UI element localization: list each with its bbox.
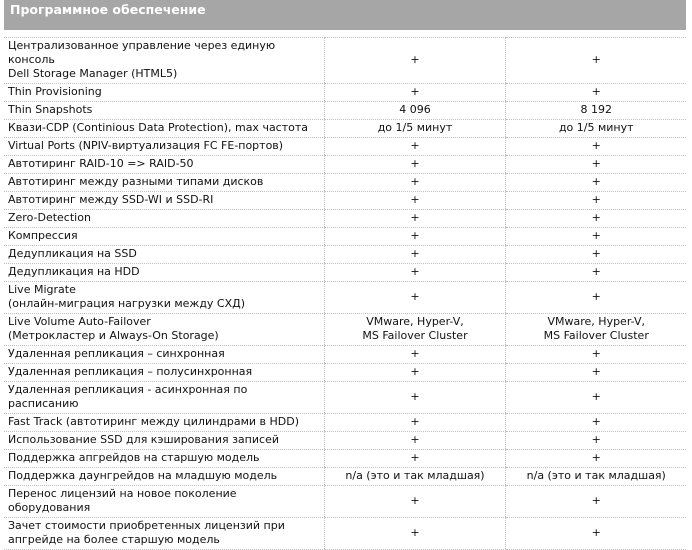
cell-text-line: Компрессия bbox=[8, 229, 78, 242]
value-cell-col2 bbox=[505, 468, 686, 486]
cell-text-line: VMware, Hyper-V, bbox=[547, 315, 645, 328]
value-cell-col1 bbox=[324, 156, 505, 174]
value-cell-col1 bbox=[324, 192, 505, 210]
cell-text-line: + bbox=[410, 365, 420, 378]
table-row bbox=[4, 314, 686, 346]
cell-text-line: + bbox=[410, 290, 420, 303]
cell-text-line: (онлайн-миграция нагрузки между СХД) bbox=[8, 297, 246, 310]
feature-cell bbox=[4, 314, 324, 346]
cell-text-line: + bbox=[591, 193, 601, 206]
value-cell-col2 bbox=[505, 192, 686, 210]
table-row bbox=[4, 264, 686, 282]
value-cell-col2 bbox=[505, 282, 686, 314]
cell-text-line: + bbox=[591, 365, 601, 378]
value-cell-col2 bbox=[505, 264, 686, 282]
feature-cell bbox=[4, 468, 324, 486]
cell-text-line: Использование SSD для кэширования записей bbox=[8, 433, 279, 446]
table-row bbox=[4, 38, 686, 84]
cell-text-line: (Метрокластер и Always-On Storage) bbox=[8, 329, 219, 342]
value-cell-col2 bbox=[505, 450, 686, 468]
cell-text-line: + bbox=[591, 175, 601, 188]
feature-cell bbox=[4, 120, 324, 138]
table-row bbox=[4, 84, 686, 102]
cell-text-line: + bbox=[591, 347, 601, 360]
cell-text-line: Zero-Detection bbox=[8, 211, 91, 224]
cell-text-line: апгрейде на более старшую модель bbox=[8, 533, 220, 546]
feature-cell bbox=[4, 84, 324, 102]
table-row bbox=[4, 382, 686, 414]
table-row bbox=[4, 518, 686, 550]
value-cell-col2 bbox=[505, 346, 686, 364]
value-cell-col1 bbox=[324, 120, 505, 138]
value-cell-col2 bbox=[505, 138, 686, 156]
value-cell-col2 bbox=[505, 84, 686, 102]
value-cell-col1 bbox=[324, 382, 505, 414]
table-row bbox=[4, 174, 686, 192]
software-features-table bbox=[4, 37, 686, 550]
cell-text-line: + bbox=[591, 526, 601, 539]
feature-cell bbox=[4, 450, 324, 468]
cell-text-line: + bbox=[591, 290, 601, 303]
table-row bbox=[4, 138, 686, 156]
cell-text-line: n/a (это и так младшая) bbox=[345, 469, 485, 482]
cell-text-line: 8 192 bbox=[580, 103, 612, 116]
cell-text-line: + bbox=[591, 494, 601, 507]
value-cell-col1 bbox=[324, 314, 505, 346]
cell-text-line: + bbox=[591, 229, 601, 242]
cell-text-line: VMware, Hyper-V, bbox=[366, 315, 464, 328]
feature-cell bbox=[4, 156, 324, 174]
value-cell-col2 bbox=[505, 156, 686, 174]
value-cell-col1 bbox=[324, 486, 505, 518]
cell-text-line: Thin Snapshots bbox=[8, 103, 93, 116]
value-cell-col2 bbox=[505, 210, 686, 228]
table-row bbox=[4, 192, 686, 210]
cell-text-line: Fast Track (автотиринг между цилиндрами в HDD) bbox=[8, 415, 300, 428]
cell-text-line: + bbox=[410, 433, 420, 446]
table-row bbox=[4, 414, 686, 432]
cell-text-line: + bbox=[591, 415, 601, 428]
cell-text-line: + bbox=[410, 85, 420, 98]
value-cell-col1 bbox=[324, 432, 505, 450]
value-cell-col1 bbox=[324, 468, 505, 486]
cell-text-line: Удаленная репликация – синхронная bbox=[8, 347, 225, 360]
cell-text-line: + bbox=[410, 229, 420, 242]
value-cell-col2 bbox=[505, 382, 686, 414]
table-row bbox=[4, 210, 686, 228]
value-cell-col1 bbox=[324, 102, 505, 120]
cell-text-line: + bbox=[591, 85, 601, 98]
feature-cell bbox=[4, 346, 324, 364]
table-row bbox=[4, 468, 686, 486]
value-cell-col1 bbox=[324, 84, 505, 102]
value-cell-col2 bbox=[505, 120, 686, 138]
value-cell-col2 bbox=[505, 364, 686, 382]
cell-text-line: до 1/5 минут bbox=[377, 121, 453, 134]
cell-text-line: Дедупликация на HDD bbox=[8, 265, 140, 278]
value-cell-col2 bbox=[505, 518, 686, 550]
cell-text-line: + bbox=[591, 433, 601, 446]
cell-text-line: + bbox=[591, 211, 601, 224]
value-cell-col1 bbox=[324, 450, 505, 468]
table-row bbox=[4, 156, 686, 174]
cell-text-line: + bbox=[410, 390, 420, 403]
value-cell-col1 bbox=[324, 414, 505, 432]
feature-cell bbox=[4, 486, 324, 518]
cell-text-line: + bbox=[591, 390, 601, 403]
cell-text-line: + bbox=[591, 247, 601, 260]
cell-text-line: 4 096 bbox=[399, 103, 431, 116]
cell-text-line: + bbox=[591, 451, 601, 464]
cell-text-line: Централизованное управление через единую консоль bbox=[8, 39, 276, 66]
value-cell-col1 bbox=[324, 518, 505, 550]
cell-text-line: n/a (это и так младшая) bbox=[526, 469, 666, 482]
cell-text-line: + bbox=[410, 53, 420, 66]
feature-cell bbox=[4, 138, 324, 156]
value-cell-col2 bbox=[505, 228, 686, 246]
cell-text-line: Live Migrate bbox=[8, 283, 76, 296]
value-cell-col1 bbox=[324, 346, 505, 364]
feature-cell bbox=[4, 382, 324, 414]
feature-cell bbox=[4, 174, 324, 192]
value-cell-col2 bbox=[505, 486, 686, 518]
cell-text-line: Thin Provisioning bbox=[8, 85, 102, 98]
value-cell-col1 bbox=[324, 264, 505, 282]
value-cell-col1 bbox=[324, 138, 505, 156]
cell-text-line: + bbox=[591, 139, 601, 152]
cell-text-line: Квази-CDP (Continious Data Protection), max частота bbox=[8, 121, 309, 134]
table-row bbox=[4, 102, 686, 120]
value-cell-col1 bbox=[324, 38, 505, 84]
cell-text-line: + bbox=[410, 211, 420, 224]
cell-text-line: + bbox=[410, 157, 420, 170]
cell-text-line: Автотиринг между разными типами дисков bbox=[8, 175, 264, 188]
cell-text-line: Зачет стоимости приобретенных лицензий при bbox=[8, 519, 285, 532]
table-body bbox=[4, 38, 686, 550]
cell-text-line: Поддержка даунгрейдов на младшую модель bbox=[8, 469, 278, 482]
cell-text-line: + bbox=[591, 265, 601, 278]
cell-text-line: Поддержка апгрейдов на старшую модель bbox=[8, 451, 260, 464]
feature-cell bbox=[4, 414, 324, 432]
cell-text-line: + bbox=[410, 494, 420, 507]
section-title: Программное обеспечение bbox=[10, 2, 206, 17]
cell-text-line: MS Failover Cluster bbox=[362, 329, 468, 342]
value-cell-col2 bbox=[505, 314, 686, 346]
cell-text-line: Дедупликация на SSD bbox=[8, 247, 137, 260]
cell-text-line: Dell Storage Manager (HTML5) bbox=[8, 67, 178, 80]
cell-text-line: Virtual Ports (NPIV-виртуализация FC FE-портов) bbox=[8, 139, 284, 152]
cell-text-line: Удаленная репликация – полусинхронная bbox=[8, 365, 253, 378]
table-row bbox=[4, 364, 686, 382]
table-row bbox=[4, 346, 686, 364]
cell-text-line: до 1/5 минут bbox=[558, 121, 634, 134]
feature-cell bbox=[4, 246, 324, 264]
cell-text-line: + bbox=[410, 415, 420, 428]
cell-text-line: + bbox=[410, 139, 420, 152]
value-cell-col1 bbox=[324, 364, 505, 382]
feature-cell bbox=[4, 228, 324, 246]
cell-text-line: Перенос лицензий на новое поколение оборудования bbox=[8, 487, 237, 514]
cell-text-line: MS Failover Cluster bbox=[543, 329, 649, 342]
feature-cell bbox=[4, 264, 324, 282]
table-row bbox=[4, 246, 686, 264]
cell-text-line: + bbox=[591, 53, 601, 66]
table-row bbox=[4, 282, 686, 314]
feature-cell bbox=[4, 282, 324, 314]
value-cell-col2 bbox=[505, 432, 686, 450]
cell-text-line: Автотиринг между SSD-WI и SSD-RI bbox=[8, 193, 214, 206]
value-cell-col1 bbox=[324, 282, 505, 314]
cell-text-line: Автотиринг RAID-10 => RAID-50 bbox=[8, 157, 194, 170]
feature-cell bbox=[4, 518, 324, 550]
cell-text-line: + bbox=[410, 193, 420, 206]
cell-text-line: + bbox=[591, 157, 601, 170]
value-cell-col1 bbox=[324, 246, 505, 264]
cell-text-line: + bbox=[410, 526, 420, 539]
feature-cell bbox=[4, 192, 324, 210]
feature-cell bbox=[4, 210, 324, 228]
feature-cell bbox=[4, 38, 324, 84]
value-cell-col2 bbox=[505, 414, 686, 432]
cell-text-line: + bbox=[410, 451, 420, 464]
table-row bbox=[4, 450, 686, 468]
table-row bbox=[4, 120, 686, 138]
value-cell-col2 bbox=[505, 174, 686, 192]
feature-cell bbox=[4, 432, 324, 450]
cell-text-line: + bbox=[410, 175, 420, 188]
value-cell-col1 bbox=[324, 228, 505, 246]
cell-text-line: + bbox=[410, 247, 420, 260]
value-cell-col2 bbox=[505, 38, 686, 84]
cell-text-line: + bbox=[410, 347, 420, 360]
section-header bbox=[4, 0, 686, 30]
table-row bbox=[4, 486, 686, 518]
feature-cell bbox=[4, 364, 324, 382]
feature-cell bbox=[4, 102, 324, 120]
table-row bbox=[4, 432, 686, 450]
value-cell-col2 bbox=[505, 246, 686, 264]
cell-text-line: Live Volume Auto-Failover bbox=[8, 315, 151, 328]
value-cell-col1 bbox=[324, 210, 505, 228]
value-cell-col1 bbox=[324, 174, 505, 192]
cell-text-line: Удаленная репликация - асинхронная по расписанию bbox=[8, 383, 248, 410]
cell-text-line: + bbox=[410, 265, 420, 278]
value-cell-col2 bbox=[505, 102, 686, 120]
table-row bbox=[4, 228, 686, 246]
